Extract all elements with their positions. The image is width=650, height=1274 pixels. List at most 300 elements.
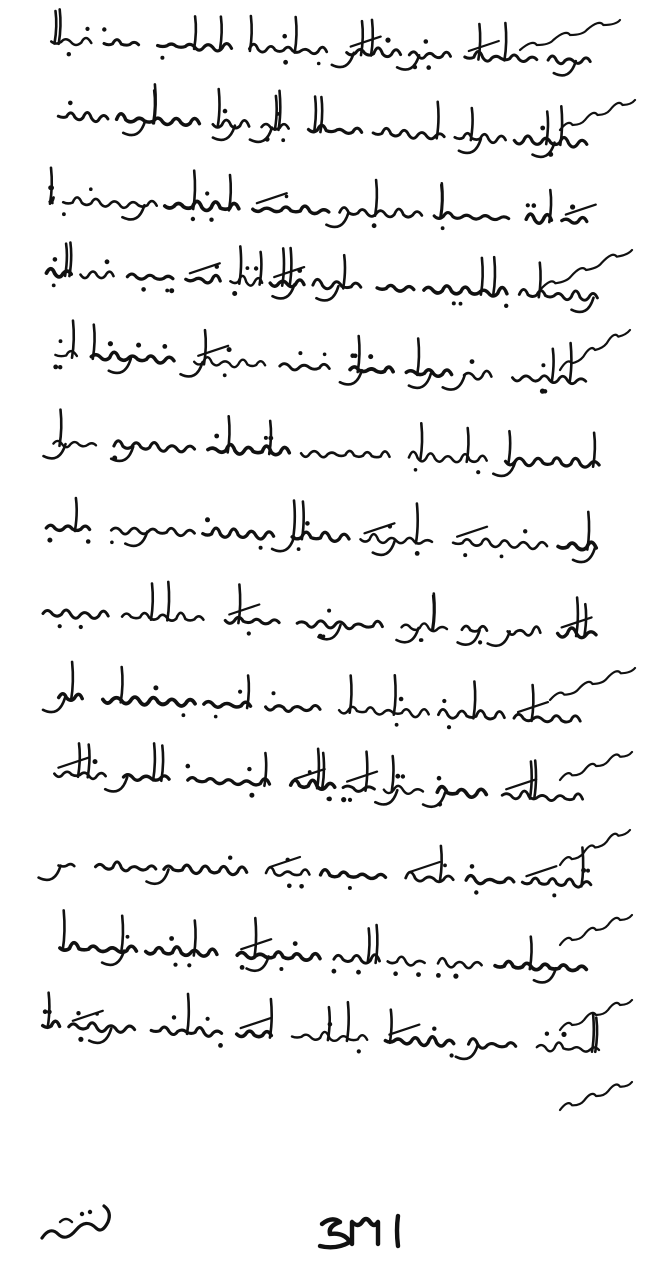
diacritic-dot bbox=[76, 1011, 80, 1015]
diacritic-dot bbox=[249, 793, 254, 798]
handwritten-word bbox=[340, 207, 422, 217]
diacritic-dot bbox=[416, 972, 421, 977]
handwritten-word bbox=[69, 1023, 135, 1032]
ascender-stroke bbox=[592, 1013, 594, 1051]
ascender-stroke bbox=[394, 675, 396, 714]
diacritic-dot bbox=[89, 187, 93, 191]
diacritic-dot bbox=[395, 774, 400, 779]
handwritten-word bbox=[103, 697, 195, 706]
diacritic-dot bbox=[341, 797, 346, 802]
kashida-stroke bbox=[469, 41, 499, 51]
diacritic-dot bbox=[532, 203, 537, 208]
diacritic-dot bbox=[323, 353, 327, 357]
ascender-stroke bbox=[416, 504, 418, 544]
diacritic-dot bbox=[53, 257, 58, 262]
diacritic-dot bbox=[160, 56, 164, 60]
diacritic-dot bbox=[470, 359, 475, 364]
ascender-stroke bbox=[549, 190, 551, 222]
diacritic-dot bbox=[265, 137, 270, 142]
handwritten-word bbox=[127, 274, 172, 279]
ascender-stroke bbox=[420, 423, 422, 460]
handwritten-word bbox=[186, 275, 220, 283]
diacritic-dot bbox=[283, 60, 288, 65]
handwritten-word bbox=[438, 958, 482, 968]
descender-swash bbox=[488, 632, 510, 646]
diacritic-dot bbox=[474, 890, 478, 894]
diacritic-dot bbox=[43, 1009, 48, 1014]
diacritic-dot bbox=[48, 185, 53, 190]
diacritic-dot bbox=[356, 970, 361, 975]
kashida-stroke bbox=[257, 193, 287, 203]
diacritic-dot bbox=[108, 341, 113, 346]
diacritic-dot bbox=[62, 212, 66, 216]
ascender-stroke bbox=[72, 321, 74, 358]
ascender-stroke bbox=[238, 585, 240, 624]
diacritic-dot bbox=[442, 699, 446, 703]
diacritic-dot bbox=[254, 266, 258, 270]
ascender-stroke bbox=[295, 17, 297, 53]
ascender-stroke bbox=[530, 937, 532, 969]
diacritic-dot bbox=[526, 203, 530, 207]
diacritic-dot bbox=[214, 715, 218, 719]
ascender-stroke bbox=[368, 928, 370, 962]
diacritic-dot bbox=[228, 856, 232, 860]
ascender-stroke bbox=[93, 325, 95, 359]
handwritten-word bbox=[406, 370, 451, 377]
diacritic-dot bbox=[287, 884, 292, 889]
handwritten-word bbox=[388, 957, 425, 966]
handwritten-word bbox=[502, 791, 582, 801]
handwritten-word bbox=[225, 617, 279, 624]
ascender-stroke bbox=[187, 994, 189, 1034]
handwritten-word bbox=[464, 371, 491, 379]
diacritic-dot bbox=[214, 434, 219, 439]
diacritic-dot bbox=[328, 1022, 333, 1027]
diacritic-dot bbox=[540, 126, 545, 131]
diacritic-dot bbox=[276, 112, 280, 116]
diacritic-dot bbox=[441, 226, 445, 230]
diacritic-dot bbox=[415, 551, 420, 556]
diacritic-dot bbox=[58, 624, 62, 628]
ascender-stroke bbox=[358, 336, 360, 372]
descender-swash bbox=[272, 537, 294, 551]
ascender-stroke bbox=[471, 108, 473, 140]
diacritic-dot bbox=[268, 436, 273, 441]
diacritic-dot bbox=[552, 893, 556, 897]
ascender-stroke bbox=[320, 97, 322, 132]
handwritten-word bbox=[270, 280, 304, 287]
diacritic-dot bbox=[350, 353, 355, 358]
kashida-stroke bbox=[410, 862, 440, 872]
handwritten-word bbox=[164, 865, 247, 875]
diacritic-dot bbox=[223, 373, 227, 377]
text-line-10 bbox=[54, 743, 582, 806]
diacritic-dot bbox=[58, 365, 62, 369]
ascender-stroke bbox=[282, 248, 284, 285]
handwritten-word bbox=[309, 125, 362, 133]
ascender-stroke bbox=[121, 667, 123, 702]
handwritten-word bbox=[280, 364, 330, 370]
diacritic-dot bbox=[259, 546, 263, 550]
ascender-stroke bbox=[264, 753, 266, 786]
diacritic-dot bbox=[162, 344, 167, 349]
diacritic-dot bbox=[227, 347, 232, 352]
handwritten-word bbox=[237, 952, 320, 960]
handwritten-word bbox=[96, 862, 156, 871]
ascender-stroke bbox=[153, 91, 155, 124]
ascender-stroke bbox=[229, 175, 231, 210]
ascender-stroke bbox=[473, 682, 475, 719]
ascender-stroke bbox=[478, 24, 480, 59]
handwritten-word bbox=[562, 218, 587, 224]
diacritic-dot bbox=[246, 266, 250, 270]
handwritten-word bbox=[253, 206, 329, 213]
handwritten-word bbox=[434, 213, 509, 220]
handwritten-word bbox=[361, 534, 433, 544]
diacritic-dot bbox=[169, 288, 174, 293]
ascender-stroke bbox=[228, 416, 230, 452]
diacritic-dot bbox=[368, 354, 373, 359]
handwritten-word bbox=[343, 786, 374, 791]
text-line-9 bbox=[43, 662, 580, 729]
ascender-stroke bbox=[218, 89, 220, 127]
ascender-stroke bbox=[493, 257, 495, 295]
ascender-stroke bbox=[350, 676, 352, 713]
marginal-note-10 bbox=[560, 1082, 632, 1110]
ascender-stroke bbox=[60, 410, 62, 446]
ascender-stroke bbox=[371, 20, 373, 56]
ascender-stroke bbox=[193, 171, 195, 209]
ascender-stroke bbox=[220, 17, 222, 50]
descender-swash bbox=[105, 777, 127, 791]
ascender-stroke bbox=[260, 252, 262, 285]
diacritic-dot bbox=[218, 1043, 223, 1048]
handwritten-word bbox=[111, 528, 194, 536]
handwritten-word bbox=[47, 269, 72, 277]
text-line-5 bbox=[53, 321, 586, 394]
diacritic-dot bbox=[186, 764, 191, 769]
diacritic-dot bbox=[112, 456, 117, 461]
diacritic-dot bbox=[110, 541, 114, 545]
diacritic-dot bbox=[459, 302, 463, 306]
diacritic-dot bbox=[570, 204, 575, 209]
diacritic-dot bbox=[372, 223, 377, 228]
diacritic-dot bbox=[540, 389, 545, 394]
diacritic-dot bbox=[545, 1032, 549, 1036]
ascender-stroke bbox=[59, 9, 61, 43]
diacritic-dot bbox=[187, 963, 191, 967]
descender-swash bbox=[123, 121, 145, 135]
page-number bbox=[320, 1216, 398, 1247]
ascender-stroke bbox=[314, 97, 316, 132]
diacritic-dot bbox=[297, 547, 301, 551]
handwritten-word bbox=[230, 276, 262, 286]
ascender-stroke bbox=[151, 584, 153, 620]
handwritten-word bbox=[508, 627, 541, 636]
diacritic-dot bbox=[47, 538, 52, 543]
handwritten-word bbox=[291, 780, 335, 789]
diacritic-dot bbox=[272, 691, 276, 695]
ascender-stroke bbox=[153, 743, 155, 780]
diacritic-dot bbox=[240, 965, 245, 970]
diacritic-dot bbox=[247, 767, 251, 771]
marginal-note-3 bbox=[540, 250, 632, 290]
text-line-2 bbox=[58, 84, 587, 156]
descender-swash bbox=[147, 870, 169, 884]
diacritic-dot bbox=[399, 697, 404, 702]
diacritic-dot bbox=[299, 884, 304, 889]
handwritten-word bbox=[321, 870, 386, 879]
diacritic-dot bbox=[432, 1027, 436, 1031]
diacritic-dot bbox=[401, 774, 405, 778]
diacritic-dot bbox=[281, 138, 285, 142]
diacritic-dot bbox=[437, 776, 442, 781]
kashida-stroke bbox=[351, 37, 381, 47]
diacritic-dot bbox=[279, 967, 283, 971]
handwritten-word bbox=[146, 947, 217, 956]
diacritic-dot bbox=[182, 713, 186, 717]
handwritten-word bbox=[165, 201, 239, 210]
diacritic-dot bbox=[247, 631, 251, 635]
diacritic-dot bbox=[172, 1015, 176, 1019]
handwritten-word bbox=[266, 867, 309, 875]
ascender-stroke bbox=[343, 255, 345, 288]
handwritten-word bbox=[385, 1037, 453, 1046]
diacritic-dot bbox=[298, 351, 302, 355]
ascender-stroke bbox=[392, 756, 394, 792]
diacritic-dot bbox=[453, 974, 458, 979]
diacritic-dot bbox=[305, 521, 310, 526]
handwritten-word bbox=[377, 285, 414, 291]
ascender-stroke bbox=[290, 248, 292, 286]
descender-swash bbox=[456, 1045, 478, 1059]
marginal-note-7 bbox=[560, 830, 630, 865]
diacritic-dot bbox=[191, 217, 195, 221]
handwritten-word bbox=[249, 44, 326, 54]
handwritten-word bbox=[526, 214, 551, 223]
text-line-8 bbox=[43, 582, 596, 646]
handwritten-word bbox=[514, 136, 587, 147]
diacritic-dot bbox=[426, 65, 431, 70]
diacritic-dot bbox=[581, 868, 586, 873]
diacritic-dot bbox=[78, 1037, 83, 1042]
diacritic-dot bbox=[93, 759, 98, 764]
handwritten-word bbox=[104, 40, 139, 46]
diacritic-dot bbox=[436, 973, 441, 978]
diacritic-dot bbox=[285, 195, 289, 199]
diacritic-dot bbox=[463, 553, 467, 557]
ascender-stroke bbox=[194, 16, 196, 49]
marginal-note-8 bbox=[560, 915, 632, 945]
text-line-1 bbox=[51, 9, 590, 75]
diacritic-dot bbox=[357, 1049, 361, 1053]
descender-swash bbox=[44, 444, 66, 458]
ascender-stroke bbox=[69, 243, 71, 277]
marginal-note-2 bbox=[560, 100, 635, 130]
ascender-stroke bbox=[250, 16, 252, 51]
handwritten-word bbox=[292, 532, 349, 541]
handwritten-word bbox=[43, 1021, 60, 1027]
ascender-stroke bbox=[279, 91, 281, 130]
diacritic-dot bbox=[86, 539, 91, 544]
handwritten-word bbox=[512, 376, 585, 384]
ascender-stroke bbox=[576, 598, 578, 637]
handwritten-word bbox=[208, 445, 289, 455]
diacritic-dot bbox=[541, 363, 545, 367]
descender-swash bbox=[326, 213, 348, 227]
ascender-stroke bbox=[560, 106, 562, 145]
diacritic-dot bbox=[232, 291, 237, 296]
ascender-stroke bbox=[65, 244, 67, 276]
descender-swash bbox=[43, 698, 65, 712]
diacritic-dot bbox=[420, 638, 424, 642]
diacritic-dot bbox=[209, 218, 213, 222]
handwritten-word bbox=[91, 352, 174, 363]
diacritic-dot bbox=[238, 690, 242, 694]
diacritic-dot bbox=[85, 27, 89, 31]
diacritic-dot bbox=[169, 936, 174, 941]
diacritic-dot bbox=[52, 284, 56, 288]
handwritten-word bbox=[54, 772, 105, 779]
kashida-stroke bbox=[457, 527, 487, 537]
diacritic-dot bbox=[424, 39, 429, 44]
diacritic-dot bbox=[165, 289, 169, 293]
diacritic-dot bbox=[348, 886, 352, 890]
diacritic-dot bbox=[264, 436, 268, 440]
ascender-stroke bbox=[63, 910, 65, 950]
ascender-stroke bbox=[75, 498, 77, 531]
text-line-12 bbox=[60, 910, 586, 982]
ascender-stroke bbox=[552, 349, 554, 382]
diacritic-dot bbox=[205, 517, 210, 522]
diacritic-dot bbox=[548, 152, 553, 157]
ascender-stroke bbox=[432, 596, 434, 631]
ascender-stroke bbox=[161, 746, 163, 781]
text-line-6 bbox=[44, 410, 600, 476]
ascender-stroke bbox=[440, 846, 442, 881]
diacritic-dot bbox=[478, 640, 482, 644]
diacritic-dot bbox=[141, 287, 146, 292]
ascender-stroke bbox=[437, 102, 439, 139]
marginal-notes bbox=[520, 20, 635, 1110]
diacritic-dot bbox=[293, 941, 298, 946]
handwritten-word bbox=[58, 112, 108, 121]
diacritic-dot bbox=[327, 609, 331, 613]
text-lines bbox=[39, 9, 600, 1059]
handwritten-word bbox=[406, 872, 454, 882]
diacritic-dot bbox=[102, 27, 106, 31]
ascender-stroke bbox=[302, 502, 304, 540]
diacritic-dot bbox=[348, 798, 352, 802]
handwritten-word bbox=[409, 52, 450, 58]
handwritten-word bbox=[46, 525, 89, 530]
ascender-stroke bbox=[467, 428, 469, 462]
diacritic-dot bbox=[561, 1032, 566, 1037]
ascender-stroke bbox=[417, 339, 419, 375]
handwritten-word bbox=[339, 707, 429, 717]
diacritic-dot bbox=[393, 971, 398, 976]
text-line-7 bbox=[46, 498, 596, 562]
diacritic-dot bbox=[47, 1010, 52, 1015]
kashida-stroke bbox=[58, 758, 88, 768]
handwritten-word bbox=[204, 702, 251, 708]
handwritten-word bbox=[453, 539, 547, 549]
marginal-note-6 bbox=[560, 752, 632, 780]
diacritic-dot bbox=[126, 935, 130, 939]
handwritten-word bbox=[203, 528, 274, 539]
handwritten-word bbox=[438, 709, 504, 719]
diacritic-dot bbox=[318, 634, 323, 639]
diacritic-dot bbox=[317, 62, 321, 66]
handwritten-word bbox=[514, 714, 580, 722]
diacritic-dot bbox=[504, 304, 508, 308]
diacritic-dot bbox=[414, 468, 418, 472]
ascender-stroke bbox=[71, 662, 73, 700]
diacritic-dot bbox=[500, 555, 504, 559]
ascender-stroke bbox=[390, 1010, 392, 1043]
descender-swash bbox=[443, 375, 465, 389]
diacritic-dot bbox=[413, 65, 417, 69]
marginal-note-1 bbox=[520, 20, 620, 50]
ascender-stroke bbox=[481, 258, 483, 295]
ascender-stroke bbox=[532, 685, 534, 721]
handwritten-word bbox=[114, 441, 195, 452]
kashida-stroke bbox=[347, 772, 377, 782]
kashida-stroke bbox=[389, 1025, 419, 1035]
ascender-stroke bbox=[254, 918, 256, 958]
ascender-stroke bbox=[546, 112, 548, 145]
handwritten-word bbox=[81, 272, 114, 278]
ascender-stroke bbox=[595, 1018, 597, 1052]
handwritten-word bbox=[188, 778, 270, 785]
handwritten-word bbox=[465, 52, 537, 62]
kashida-stroke bbox=[526, 866, 556, 876]
ascender-stroke bbox=[121, 916, 123, 953]
handwritten-word bbox=[537, 1042, 599, 1051]
ascender-stroke bbox=[593, 433, 595, 467]
diacritic-dot bbox=[205, 191, 209, 195]
descender-swash bbox=[39, 866, 61, 880]
handwritten-word bbox=[373, 128, 444, 139]
diacritic-dot bbox=[105, 259, 110, 264]
ascender-stroke bbox=[194, 921, 196, 956]
ascender-stroke bbox=[347, 1002, 349, 1041]
diacritic-dot bbox=[206, 1017, 210, 1021]
ascender-stroke bbox=[361, 21, 363, 55]
handwritten-word bbox=[122, 613, 203, 621]
handwritten-word bbox=[519, 289, 597, 300]
diacritic-dot bbox=[136, 343, 141, 348]
diacritic-dot bbox=[153, 685, 158, 690]
ascender-stroke bbox=[247, 676, 249, 709]
ascender-stroke bbox=[317, 749, 319, 789]
handwritten-word bbox=[237, 1031, 272, 1037]
handwritten-word bbox=[301, 451, 389, 457]
handwritten-word bbox=[506, 458, 600, 467]
diacritic-dot bbox=[68, 101, 73, 106]
handwritten-word bbox=[384, 786, 423, 794]
diacritic-dot bbox=[438, 802, 443, 807]
ascender-stroke bbox=[366, 752, 368, 791]
kashida-stroke bbox=[241, 1018, 271, 1028]
marginal-note-5 bbox=[550, 668, 635, 700]
text-line-13 bbox=[43, 993, 599, 1059]
ascender-stroke bbox=[376, 925, 378, 963]
ascender-stroke bbox=[504, 23, 506, 60]
diacritic-dot bbox=[476, 470, 480, 474]
ascender-stroke bbox=[587, 512, 589, 550]
diacritic-dot bbox=[450, 1053, 454, 1057]
